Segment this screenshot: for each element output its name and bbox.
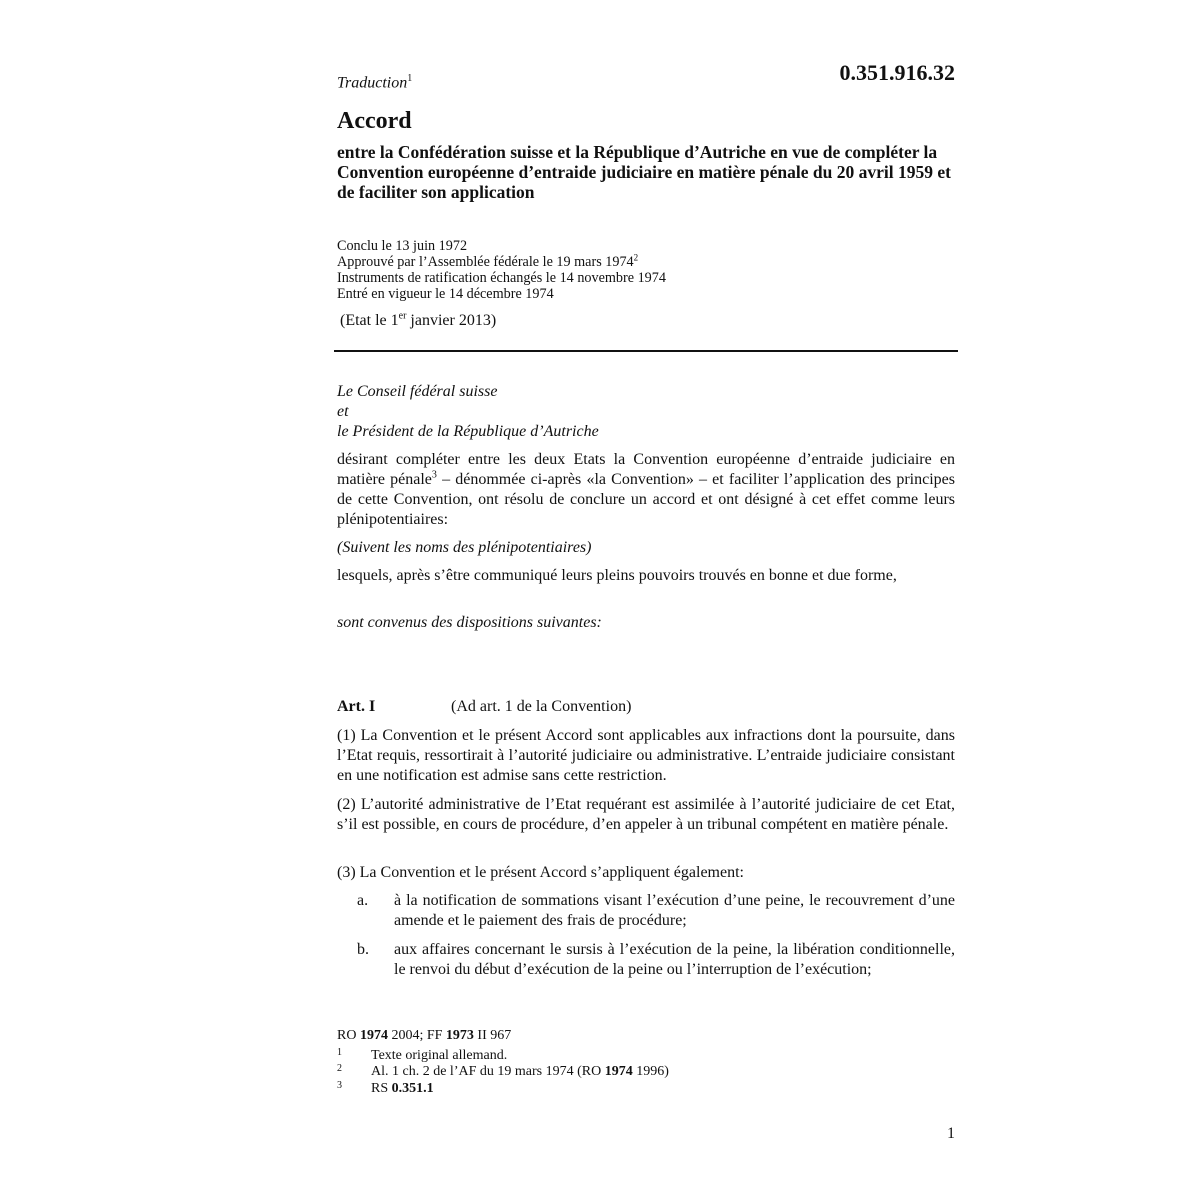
list-item-a [357, 891, 955, 931]
footnote-2-bold: 1974 [604, 1064, 633, 1079]
footnote-number-2: 2 [337, 1063, 342, 1074]
footnote-3-bold: 0.351.1 [391, 1081, 434, 1096]
document-title: Accord [337, 108, 412, 134]
preamble-paragraph-1 [337, 450, 955, 530]
list-marker-b: b. [357, 941, 369, 958]
preamble-p1-part2: – dénommée ci-après «la Convention» – et faciliter l’application des principes de cette Convention, ont résolu de conclure un accord et ont désigné à cet effet comme leurs plénipotentiaires: [337, 471, 956, 528]
document-subtitle: entre la Confédération suisse et la République d’Autriche en vue de compléter la Convention européenne d’entraide judiciaire en matière pénale du 20 avril 1959 et de faciliter son application [337, 142, 951, 202]
list-text-a: à la notification de sommations visant l’exécution d’une peine, le recouvrement d’une amende et le paiement des frais de procédure; [394, 892, 955, 929]
footnote-ref-3: 3 [431, 469, 437, 481]
ref-ro-year: 1974 [359, 1028, 388, 1043]
party-austria: le Président de la République d’Autriche [337, 423, 599, 440]
footnote-3 [337, 1081, 434, 1097]
ref-ro-page: 2004; FF [387, 1028, 446, 1043]
list-marker-a: a. [357, 892, 369, 909]
plenipotentiaries-note: (Suivent les noms des plénipotentiaires) [337, 539, 592, 556]
ref-ff-year: 1973 [445, 1028, 474, 1043]
concluded-date: Conclu le 13 juin 1972 [337, 238, 468, 254]
party-conjunction: et [337, 403, 349, 420]
approved-date-text: Approuvé par l’Assemblée fédérale le 19 mars 1974 [337, 254, 634, 270]
footnote-3-pre: RS [371, 1081, 392, 1096]
article-paragraph-2: (2) L’autorité administrative de l’Etat requérant est assimilée à l’autorité judiciaire de cet Etat, s’il est possible, en cours de procédure, d’en appeler à un tribunal compétent en matière pénale. [337, 796, 955, 833]
preamble-paragraph-3: sont convenus des dispositions suivantes: [337, 614, 602, 631]
official-reference [337, 1028, 511, 1044]
footnote-ref-1: 1 [407, 73, 413, 84]
status-suffix: janvier 2013) [406, 312, 497, 329]
ratification-date: Instruments de ratification échangés le 14 novembre 1974 [337, 270, 666, 286]
article-paragraph-1: (1) La Convention et le présent Accord sont applicables aux infractions dont la poursuite, dans l’Etat requis, ressortirait à l’autorité judiciaire ou administrative. L’entraide judiciaire consistant en une notification est admise sans cette restriction. [337, 727, 955, 784]
in-force-date: Entré en vigueur le 14 décembre 1974 [337, 286, 554, 302]
footnote-number-1: 1 [337, 1047, 342, 1058]
footnote-2-post: 1996) [632, 1064, 669, 1079]
status-prefix: (Etat le 1 [340, 312, 399, 329]
page-number: 1 [947, 1125, 955, 1142]
ref-ro-label: RO [337, 1028, 360, 1043]
article-number: Art. I [337, 698, 376, 715]
footnote-1 [337, 1048, 507, 1064]
translation-label [337, 73, 412, 92]
footnote-2-pre: Al. 1 ch. 2 de l’AF du 19 mars 1974 (RO [371, 1064, 605, 1079]
status-date [340, 312, 496, 330]
list-text-b: aux affaires concernant le sursis à l’exécution de la peine, la libération conditionnelle, le renvoi du début d’exécution de la peine ou l’interruption de l’exécution; [394, 941, 955, 978]
preamble-p1-part1: désirant compléter entre les deux Etats la Convention européenne d’entraide judiciaire en matière pénale [337, 451, 955, 488]
ref-ff-rest: II 967 [473, 1028, 512, 1043]
list-item-b [357, 940, 955, 980]
sr-number: 0.351.916.32 [839, 60, 955, 85]
footnote-number-3: 3 [337, 1080, 342, 1091]
footnote-text-3 [371, 1081, 434, 1097]
footnote-2 [337, 1064, 669, 1080]
party-swiss: Le Conseil fédéral suisse [337, 383, 498, 400]
footnote-ref-2: 2 [633, 252, 639, 263]
article-subject: (Ad art. 1 de la Convention) [451, 698, 632, 715]
footnote-text-1: Texte original allemand. [371, 1048, 508, 1063]
status-sup: er [398, 310, 407, 322]
translation-label-text: Traduction [337, 74, 408, 92]
preamble-parties [337, 382, 599, 442]
header-divider [334, 350, 958, 352]
approved-date [337, 254, 666, 270]
preamble-paragraph-2: lesquels, après s’être communiqué leurs pleins pouvoirs trouvés en bonne et due forme, [337, 567, 897, 584]
footnote-text-2 [371, 1064, 669, 1080]
dates-block [337, 238, 666, 302]
article-paragraph-3: (3) La Convention et le présent Accord s’appliquent également: [337, 864, 744, 881]
article-heading [337, 698, 631, 716]
